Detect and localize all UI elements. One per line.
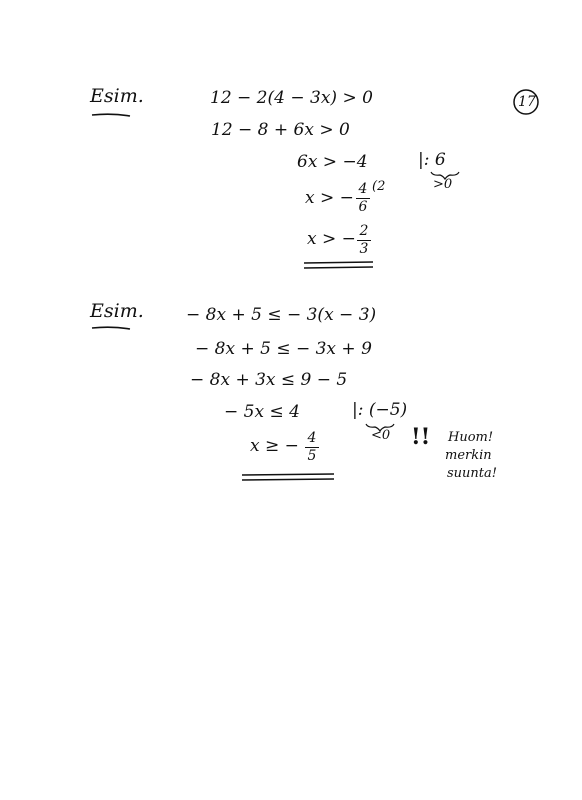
answer-double-underline-2b: [242, 479, 334, 480]
example1-line4-denominator: 6: [358, 199, 368, 215]
example2-answer-denominator: 5: [307, 448, 317, 464]
comment-line1: Huom!: [448, 430, 494, 445]
example2-note-sign: <0: [371, 428, 391, 443]
example2-division-note: |: (−5): [352, 400, 408, 420]
example1-line3: 6x > −4: [297, 152, 368, 172]
example1-note-sign: >0: [433, 177, 453, 192]
answer-double-underline-1b: [304, 267, 373, 268]
example2-label: Esim.: [90, 300, 144, 322]
example1-division-note: |: 6: [418, 150, 446, 170]
example1-answer-denominator: 3: [359, 241, 369, 257]
example1-line4-fraction: [356, 182, 370, 214]
example1-reduce-mark: (2: [372, 179, 386, 194]
answer-double-underline-2a: [242, 474, 334, 475]
example2-line2: − 8x + 5 ≤ − 3x + 9: [195, 339, 372, 359]
example1-line1: 12 − 2(4 − 3x) > 0: [210, 88, 373, 108]
attention-marks: !!: [411, 424, 431, 450]
example2-line3: − 8x + 3x ≤ 9 − 5: [190, 370, 348, 390]
example2-line1: − 8x + 5 ≤ − 3(x − 3): [186, 305, 377, 325]
example1-answer-numerator: 2: [359, 223, 369, 239]
page-number: 17: [518, 94, 536, 110]
example2-line5-lhs: x ≥ −: [250, 436, 299, 456]
answer-double-underline-1a: [304, 262, 373, 263]
example2-line4: − 5x ≤ 4: [224, 402, 300, 422]
label-underline-2: [92, 327, 130, 329]
example1-line5-lhs: x > −: [307, 229, 356, 249]
example2-answer-numerator: 4: [307, 430, 317, 446]
example1-line4-lhs: x > −: [305, 188, 354, 208]
example2-answer-fraction: [305, 431, 319, 463]
example1-line4-numerator: 4: [358, 181, 368, 197]
label-underline-1: [92, 114, 130, 116]
example1-line2: 12 − 8 + 6x > 0: [211, 120, 350, 140]
example1-answer-fraction: [357, 224, 371, 256]
comment-line2: merkin: [445, 448, 492, 463]
comment-line3: suunta!: [447, 466, 497, 481]
example1-label: Esim.: [90, 85, 144, 107]
